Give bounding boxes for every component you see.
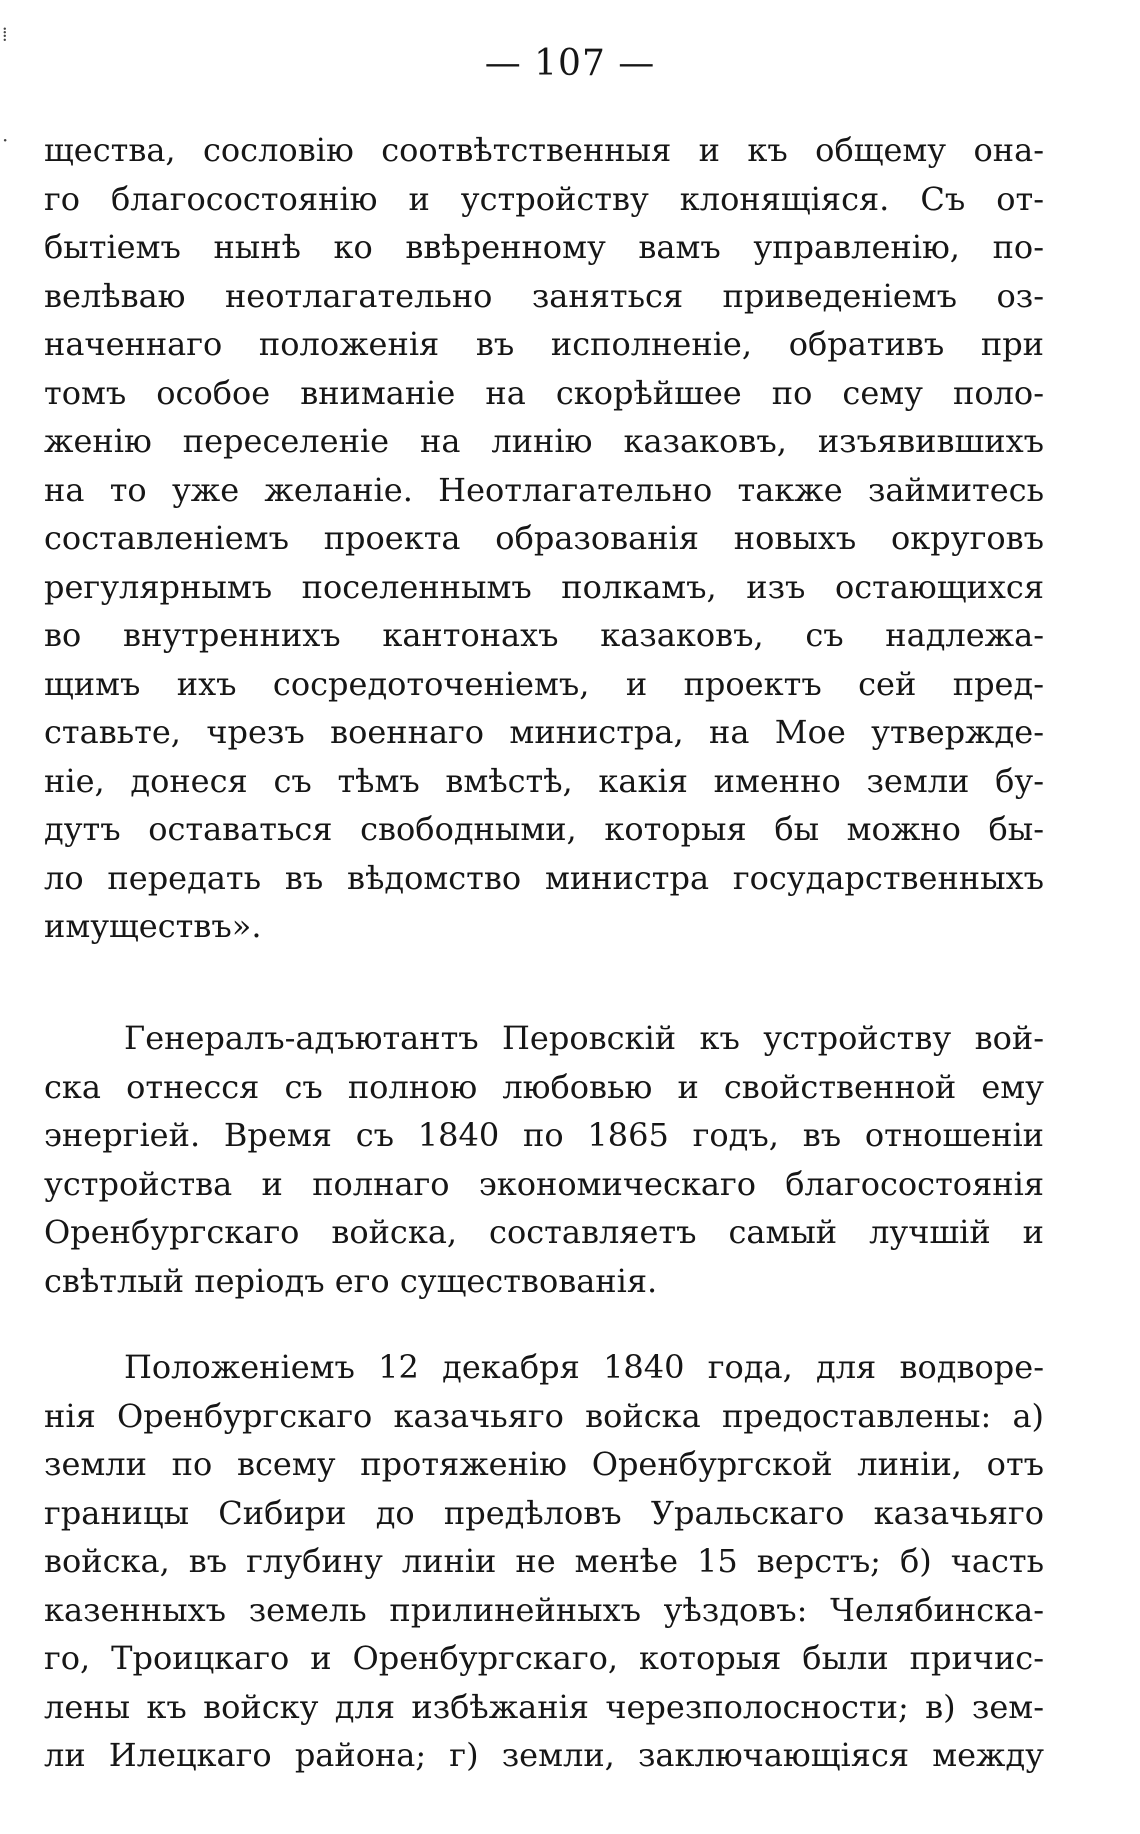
text-line: женію переселеніе на линію казаковъ, изъявившихъ xyxy=(44,422,1044,460)
text-line: наченнаго положенія въ исполненіе, обративъ при xyxy=(44,325,1044,363)
text-line: го, Троицкаго и Оренбургскаго, которыя были причис- xyxy=(44,1639,1044,1677)
text-line: на то уже желаніе. Неотлагательно также займитесь xyxy=(44,470,1044,509)
text-line: границы Сибири до предѣловъ Уральскаго казачьяго xyxy=(44,1493,1044,1532)
text-line: ли Илецкаго района; г) земли, заключающіяся между xyxy=(44,1736,1044,1774)
text-line: щимъ ихъ сосредоточеніемъ, и проектъ сей пред- xyxy=(44,664,1044,703)
paragraph-1 xyxy=(44,126,1044,951)
text-line: Положеніемъ 12 декабря 1840 года, для водворе- xyxy=(124,1348,1044,1386)
text-line: ставьте, чрезъ военнаго министра, на Мое утвержде- xyxy=(44,713,1044,751)
text-line: имуществъ». xyxy=(44,907,262,945)
margin-mark: ⁞ xyxy=(2,22,8,46)
text-line: казенныхъ земель прилинейныхъ уѣздовъ: Челябинска- xyxy=(44,1590,1044,1629)
text-line: во внутреннихъ кантонахъ казаковъ, съ надлежа- xyxy=(44,616,1044,654)
text-line: ніе, донеся съ тѣмъ вмѣстѣ, какія именно земли бу- xyxy=(44,761,1044,800)
text-line: свѣтлый періодъ его существованія. xyxy=(44,1261,658,1300)
text-line: лены къ войску для избѣжанія черезполосности; в) зем- xyxy=(44,1687,1044,1726)
paragraph-3 xyxy=(44,1343,1044,1780)
paragraph-2 xyxy=(44,1014,1044,1305)
text-line: ска отнесся съ полною любовью и свойственной ему xyxy=(44,1067,1044,1106)
text-line: Генералъ-адъютантъ Перовскій къ устройству вой- xyxy=(124,1019,1044,1057)
text-line: томъ особое вниманіе на скорѣйшее по сему поло- xyxy=(44,373,1044,412)
text-line: го благосостоянію и устройству клонящіяся. Съ от- xyxy=(44,179,1044,218)
text-line: энергіей. Время съ 1840 по 1865 годъ, въ отношеніи xyxy=(44,1116,1044,1154)
text-line: земли по всему протяженію Оренбургской линіи, отъ xyxy=(44,1445,1044,1483)
margin-mark: · xyxy=(2,128,9,152)
page-number: — 107 — xyxy=(484,43,656,84)
text-line: Оренбургскаго войска, составляетъ самый лучшій и xyxy=(44,1213,1044,1251)
text-line: ло передать въ вѣдомство министра государственныхъ xyxy=(44,858,1044,897)
text-line: устройства и полнаго экономическаго благосостоянія xyxy=(44,1164,1044,1203)
text-line: бытіемъ нынѣ ко ввѣренному вамъ управленію, по- xyxy=(44,228,1044,266)
text-line: нія Оренбургскаго казачьяго войска предоставлены: а) xyxy=(44,1396,1044,1435)
text-line: дутъ оставаться свободными, которыя бы можно бы- xyxy=(44,810,1044,848)
text-line: регулярнымъ поселеннымъ полкамъ, изъ остающихся xyxy=(44,567,1044,606)
text-line: щества, сословію соотвѣтственныя и къ общему она- xyxy=(44,131,1044,169)
text-line: составленіемъ проекта образованія новыхъ округовъ xyxy=(44,519,1044,557)
text-line: войска, въ глубину линіи не менѣе 15 верстъ; б) часть xyxy=(44,1542,1044,1580)
text-line: велѣваю неотлагательно заняться приведеніемъ оз- xyxy=(44,276,1044,315)
